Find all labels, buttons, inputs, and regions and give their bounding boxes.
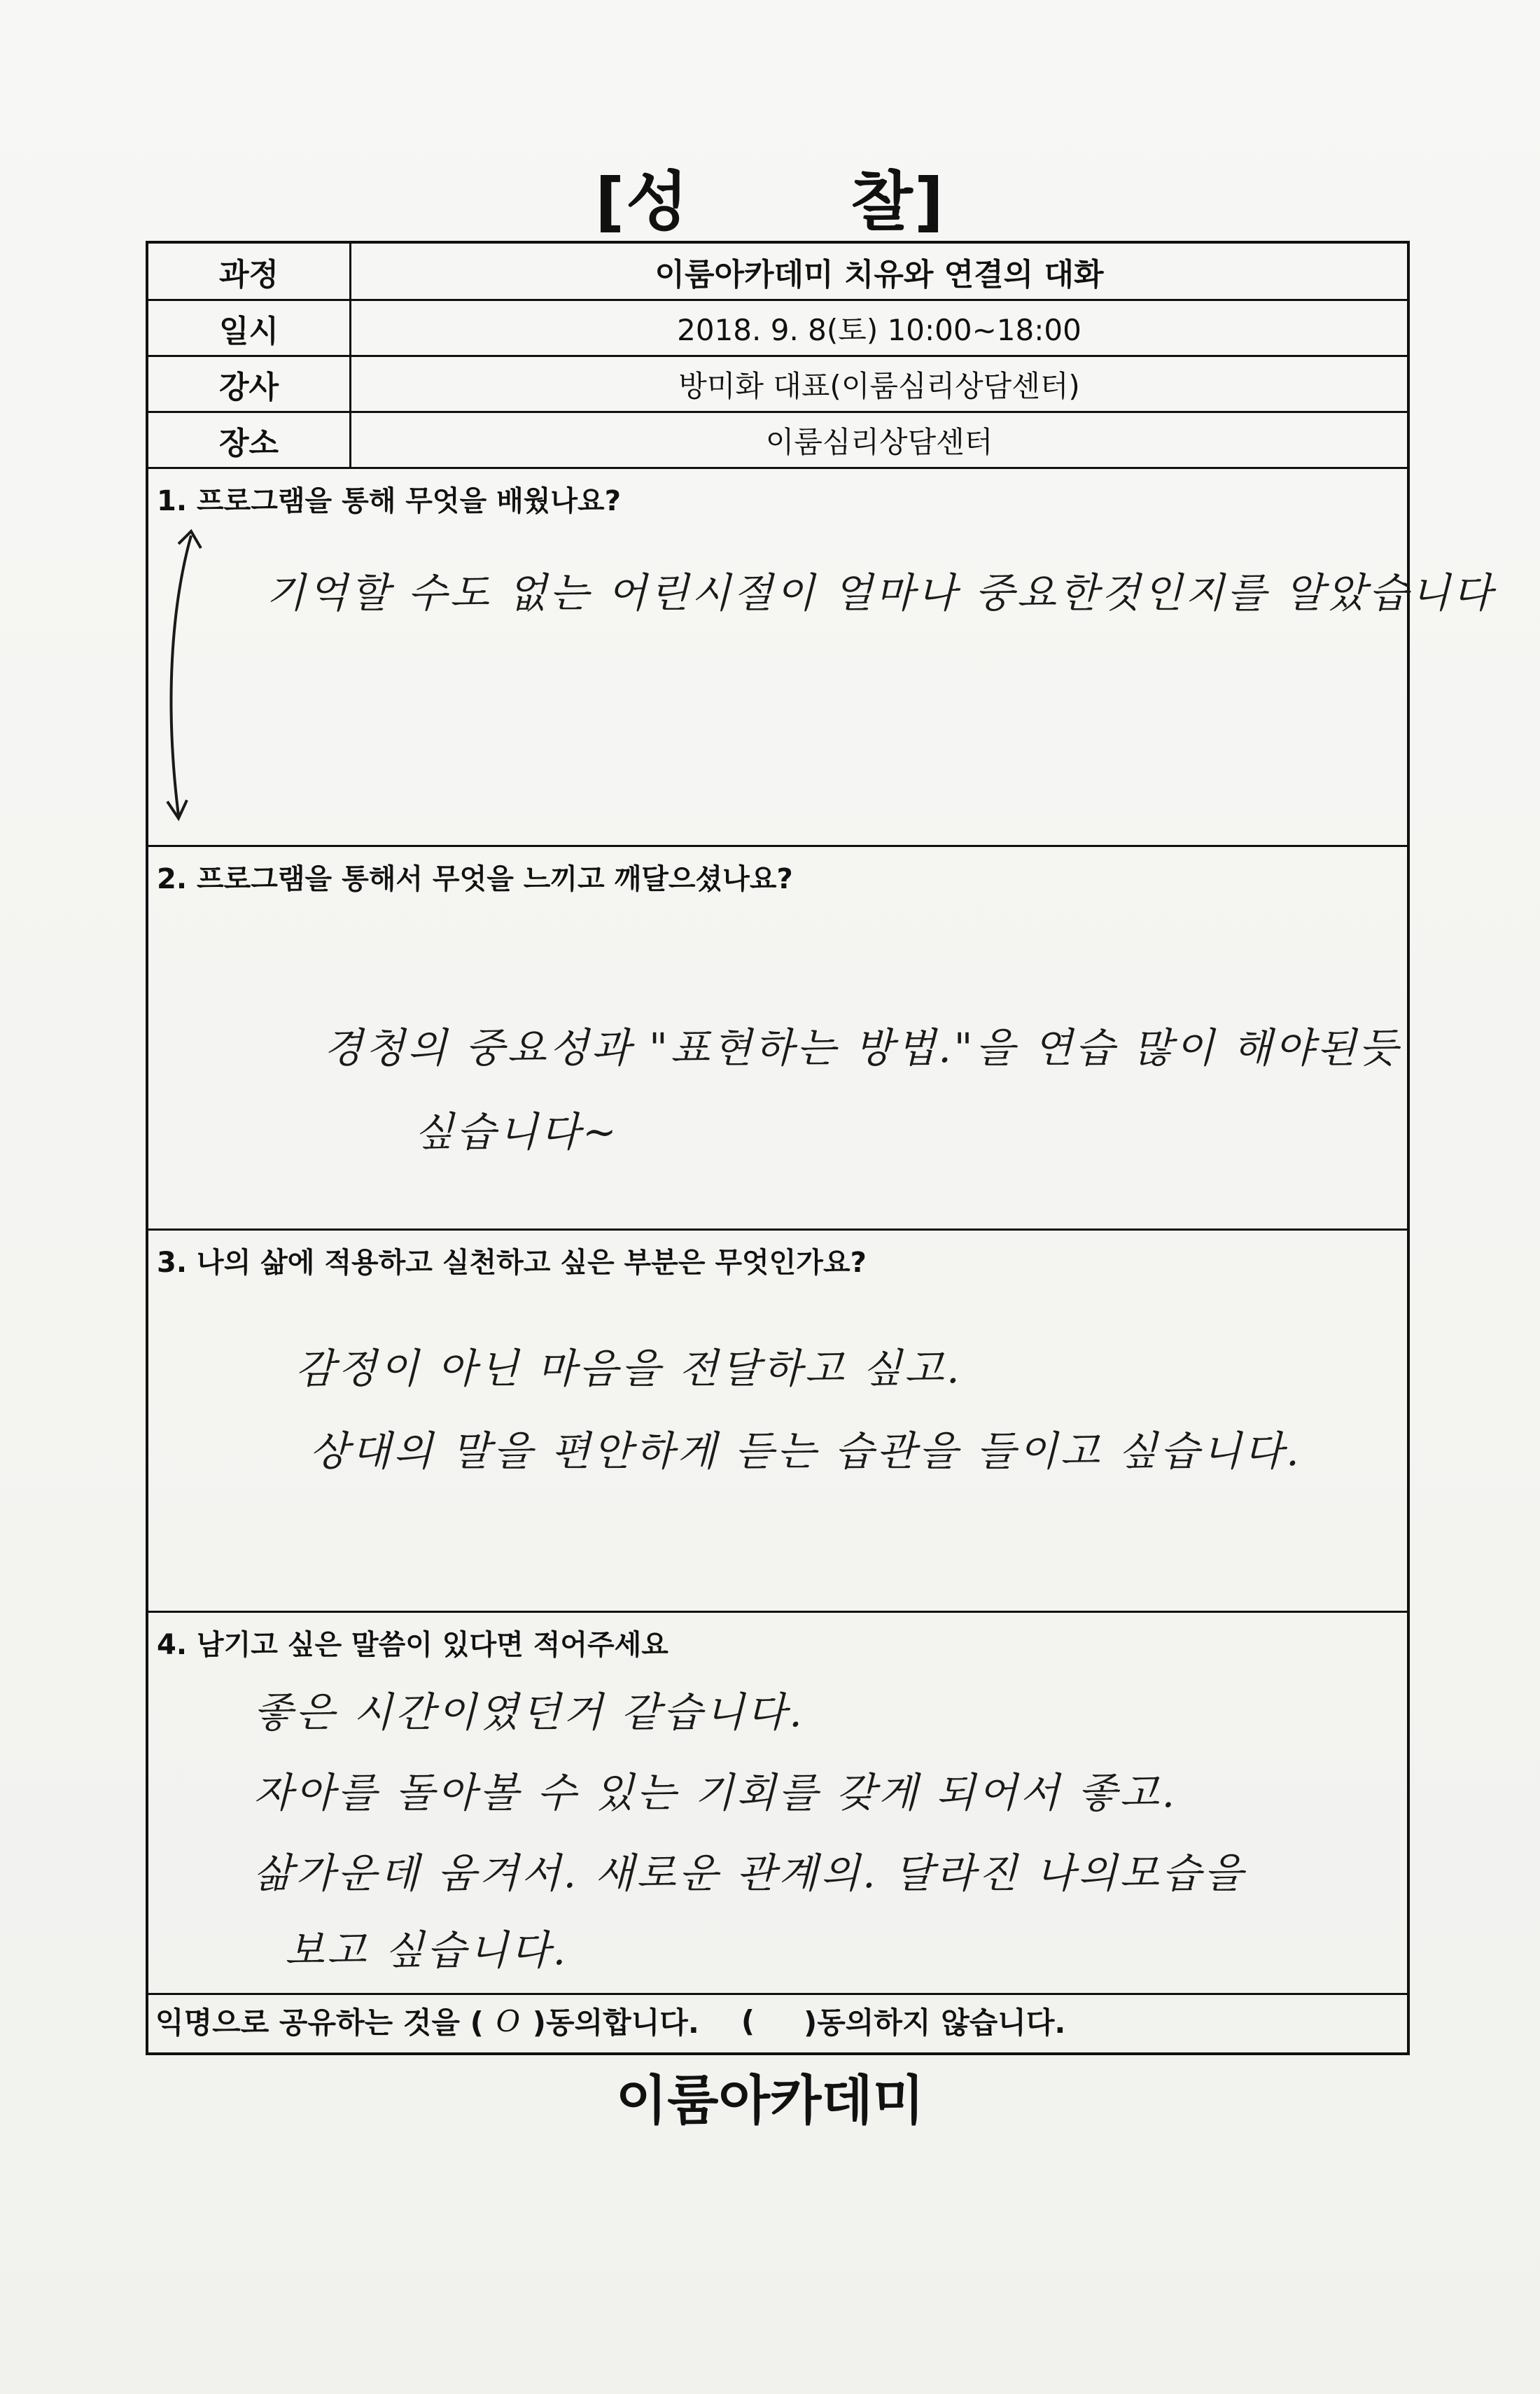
page-title	[0, 150, 1540, 243]
question-section-1	[148, 469, 1495, 847]
consent-prefix: 익명으로 공유하는 것을 (	[155, 2005, 484, 2040]
question-section-4	[148, 1613, 1407, 1995]
info-row-location	[148, 413, 1407, 469]
info-label-instructor: 강사	[148, 357, 351, 411]
info-label-course: 과정	[148, 244, 351, 299]
answer-4-line-3: 삶가운데 움겨서. 새로운 관계의. 달라진 나의모습을	[253, 1849, 1246, 1897]
double-arrow-icon	[158, 522, 214, 830]
info-value-date: 2018. 9. 8(토) 10:00~18:00	[677, 312, 1082, 347]
question-1-label: 1. 프로그램을 통해 무엇을 배웠나요?	[157, 485, 621, 517]
answer-4-line-4: 보고 싶습니다.	[285, 1926, 569, 1974]
title-right: 찰]	[850, 164, 945, 239]
question-section-2	[148, 847, 1407, 1231]
answer-2-line-1: 경청의 중요성과 "표현하는 방법."을 연습 많이 해야된듯	[323, 1024, 1401, 1072]
info-label-date: 일시	[148, 301, 351, 355]
answer-3-line-1: 감정이 아닌 마음을 전달하고 싶고.	[295, 1345, 962, 1392]
question-3-label: 3. 나의 삶에 적용하고 실천하고 싶은 부분은 무엇인가요?	[157, 1247, 867, 1279]
reflection-form	[146, 241, 1495, 2055]
consent-row	[148, 1989, 1407, 2052]
answer-2-line-2: 싶습니다~	[414, 1108, 620, 1156]
consent-disagree-open[interactable]: (	[741, 2003, 755, 2038]
answer-4-line-1: 좋은 시간이였던거 같습니다.	[253, 1688, 805, 1736]
answer-4-line-2: 자아를 돌아볼 수 있는 기회를 갖게 되어서 좋고.	[253, 1769, 1178, 1816]
answer-3-line-2: 상대의 말을 편안하게 듣는 습관을 들이고 싶습니다.	[309, 1427, 1302, 1475]
info-label-location: 장소	[148, 413, 351, 467]
question-4-label: 4. 남기고 싶은 말씀이 있다면 적어주세요	[157, 1629, 668, 1661]
consent-agree-mark[interactable]: O	[496, 2003, 521, 2038]
info-row-instructor	[148, 357, 1407, 413]
info-row-course	[148, 244, 1407, 301]
footer-brand: 이룸아카데미	[615, 2069, 925, 2132]
consent-agree-label: )동의합니다.	[532, 2005, 699, 2040]
question-2-label: 2. 프로그램을 통해서 무엇을 느끼고 깨달으셨나요?	[157, 863, 793, 895]
consent-disagree-label: )동의하지 않습니다.	[804, 2005, 1066, 2040]
info-value-location: 이룸심리상담센터	[765, 424, 993, 459]
answer-1-line-1: 기억할 수도 없는 어린시절이 얼마나 중요한것인지를 알았습니다	[266, 569, 1495, 617]
title-left: [성	[595, 164, 690, 239]
info-row-date	[148, 301, 1407, 357]
info-value-instructor: 방미화 대표(이룸심리상담센터)	[678, 368, 1080, 403]
info-value-course: 이룸아카데미 치유와 연결의 대화	[654, 256, 1104, 293]
question-section-3	[148, 1231, 1407, 1613]
